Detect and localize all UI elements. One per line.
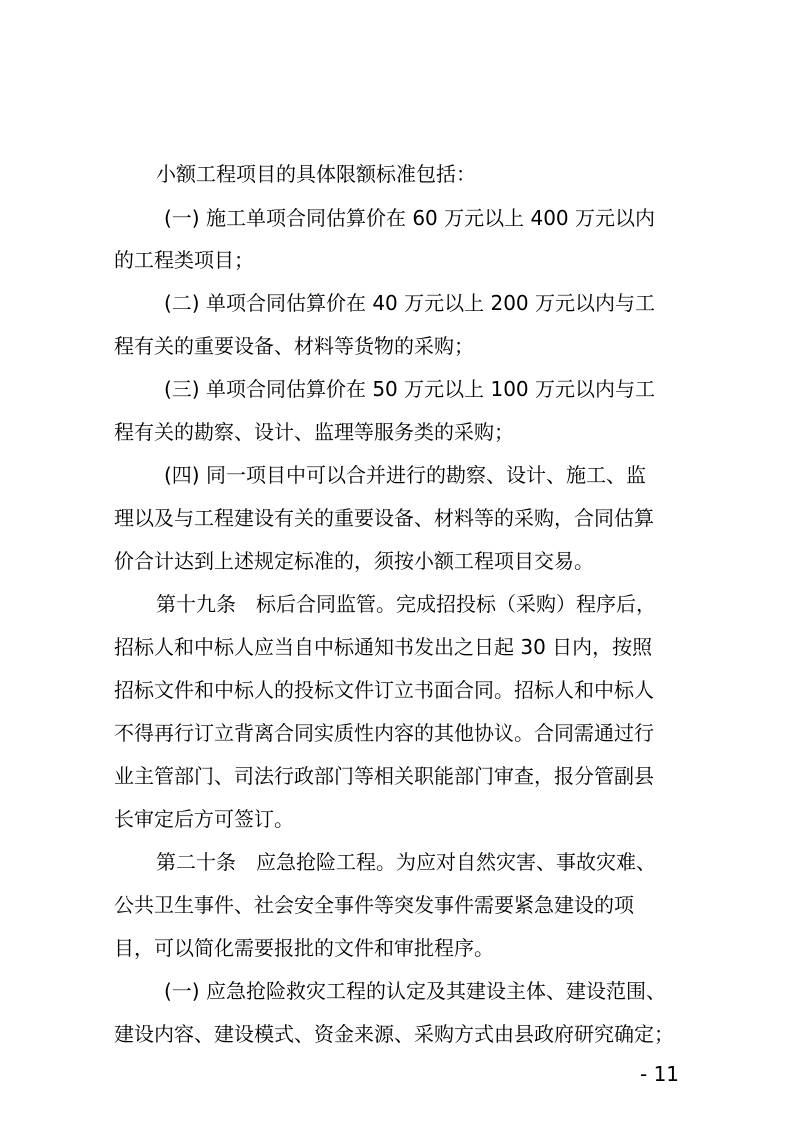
paragraph-line: (一) 施工单项合同估算价在 60 万元以上 400 万元以内 [164,206,656,230]
paragraph-line: (三) 单项合同估算价在 50 万元以上 100 万元以内与工 [164,377,656,401]
paragraph-line: 理以及与工程建设有关的重要设备、材料等的采购，合同估算 [114,506,654,530]
paragraph-line: 的工程类项目； [114,248,254,272]
paragraph-line: 招标人和中标人应当自中标通知书发出之日起 30 日内，按照 [114,635,653,659]
paragraph-line: 长审定后方可签订。 [114,807,294,831]
paragraph-line: 建设内容、建设模式、资金来源、采购方式由县政府研究确定； [114,1022,674,1046]
paragraph-line: (四) 同一项目中可以合并进行的勘察、设计、施工、监 [164,463,646,487]
paragraph-line: 业主管部门、司法行政部门等相关职能部门审查，报分管副县 [114,764,654,788]
paragraph-line: 程有关的重要设备、材料等货物的采购； [114,334,474,358]
page-number: - 11 [640,1062,680,1086]
paragraph-line: (一) 应急抢险救灾工程的认定及其建设主体、建设范围、 [164,979,666,1003]
paragraph-line: 目，可以简化需要报批的文件和审批程序。 [114,936,494,960]
paragraph-line: 招标文件和中标人的投标文件订立书面合同。招标人和中标人 [114,678,654,702]
paragraph-line: 不得再行订立背离合同实质性内容的其他协议。合同需通过行 [114,721,654,745]
paragraph-line: 公共卫生事件、社会安全事件等突发事件需要紧急建设的项 [114,893,634,917]
paragraph-line: 价合计达到上述规定标准的，须按小额工程项目交易。 [114,549,594,573]
paragraph-line: 程有关的勘察、设计、监理等服务类的采购； [114,420,514,444]
paragraph-line: 第十九条 标后合同监管。完成招投标（采购）程序后， [156,592,656,616]
paragraph-line: 小额工程项目的具体限额标准包括： [156,162,476,186]
paragraph-line: 第二十条 应急抢险工程。为应对自然灾害、事故灾难、 [156,850,656,874]
paragraph-line: (二) 单项合同估算价在 40 万元以上 200 万元以内与工 [164,291,656,315]
